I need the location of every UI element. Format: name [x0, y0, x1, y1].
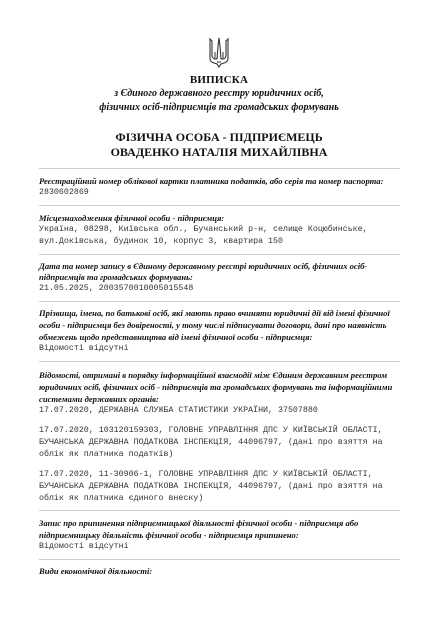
info-exchange-entry-1: 17.07.2020, ДЕРЖАВНА СЛУЖБА СТАТИСТИКИ УКРАЇНИ, 37507880	[39, 406, 318, 415]
reg-number-value: 2830602869	[39, 188, 89, 197]
divider	[39, 510, 400, 511]
info-exchange-entry-3-line-1: 17.07.2020, 11-30906-1, ГОЛОВНЕ УПРАВЛІННЯ ДПС У КИЇВСЬКІЙ ОБЛАСТІ,	[39, 470, 373, 479]
divider	[39, 361, 400, 362]
divider	[39, 559, 400, 560]
reg-number-label: Реєстраційний номер облікової картки платника податків, або серія та номер паспорта:	[39, 176, 384, 186]
record-date-label-line-1: Дата та номер запису в Єдиному державному реєстрі юридичних осіб, фізичних осіб-	[39, 261, 368, 271]
info-exchange-entry-3-line-2: БУЧАНСЬКА ДЕРЖАВНА ПОДАТКОВА ІНСПЕКЦІЯ, 44096797, (дані про взяття на	[39, 482, 383, 491]
representatives-value: Відомості відсутні	[39, 344, 129, 353]
info-exchange-entry-2-line-1: 17.07.2020, 103120159303, ГОЛОВНЕ УПРАВЛІННЯ ДПС У КИЇВСЬКІЙ ОБЛАСТІ,	[39, 426, 383, 435]
record-date-label-line-2: підприємців та громадських формувань:	[39, 272, 193, 282]
divider	[39, 205, 400, 206]
info-exchange-label-line-2: юридичних осіб, фізичних осіб - підприємців та громадських формувань та інформаційними	[39, 382, 393, 392]
info-exchange-label-line-1: Відомості, отримані в порядку інформаційної взаємодії між Єдиним державним реєстром	[39, 370, 388, 380]
info-exchange-label-line-3: системами державних органів:	[39, 394, 159, 404]
info-exchange-entry-2-line-3: облік як платника податків)	[39, 450, 174, 459]
person-name-heading: ОВАДЕНКО НАТАЛІЯ МИХАЙЛІВНА	[110, 145, 328, 159]
divider	[39, 254, 400, 255]
representatives-label-line-2: особи - підприємця без довіреності, у тому числі підписувати договори, дані про наявність	[39, 320, 387, 330]
termination-value: Відомості відсутні	[39, 542, 129, 551]
document-subtitle-line-1: з Єдиного державного реєстру юридичних осіб,	[114, 88, 324, 99]
activities-label: Види економічної діяльності:	[39, 566, 153, 576]
termination-label-line-2: підприємницьку діяльність фізичної особи - підприємця припинено:	[39, 530, 299, 540]
location-value-line-1: Україна, 08298, Київська обл., Бучанський р-н, селище Коцюбинське,	[39, 225, 368, 234]
divider	[39, 168, 400, 169]
representatives-label-line-3: обмежень щодо представництва від імені фізичної особи - підприємця:	[39, 332, 313, 342]
trident-emblem-icon	[208, 36, 230, 68]
representatives-label-line-1: Прізвища, імена, по батькові осіб, які мають право вчиняти юридичні дії від імені фізичної	[39, 308, 390, 318]
record-date-value: 21.05.2025, 2003570010005015548	[39, 284, 194, 293]
document-title: ВИПИСКА	[189, 74, 249, 86]
info-exchange-entry-2-line-2: БУЧАНСЬКА ДЕРЖАВНА ПОДАТКОВА ІНСПЕКЦІЯ, 44096797, (дані про взяття на	[39, 438, 383, 447]
info-exchange-entry-3-line-3: облік як платника єдиного внеску)	[39, 494, 204, 503]
termination-label-line-1: Запис про припинення підприємницької діяльності фізичної особи - підприємця або	[39, 518, 359, 528]
document-subtitle-line-2: фізичних осіб-підприємців та громадських формувань	[99, 102, 339, 113]
entity-type-heading: ФІЗИЧНА ОСОБА - ПІДПРИЄМЕЦЬ	[115, 130, 323, 144]
location-value-line-2: вул.Доківська, будинок 10, корпус 3, квартира 150	[39, 237, 283, 246]
location-label: Місцезнаходження фізичної особи - підприємця:	[39, 213, 225, 223]
divider	[39, 301, 400, 302]
